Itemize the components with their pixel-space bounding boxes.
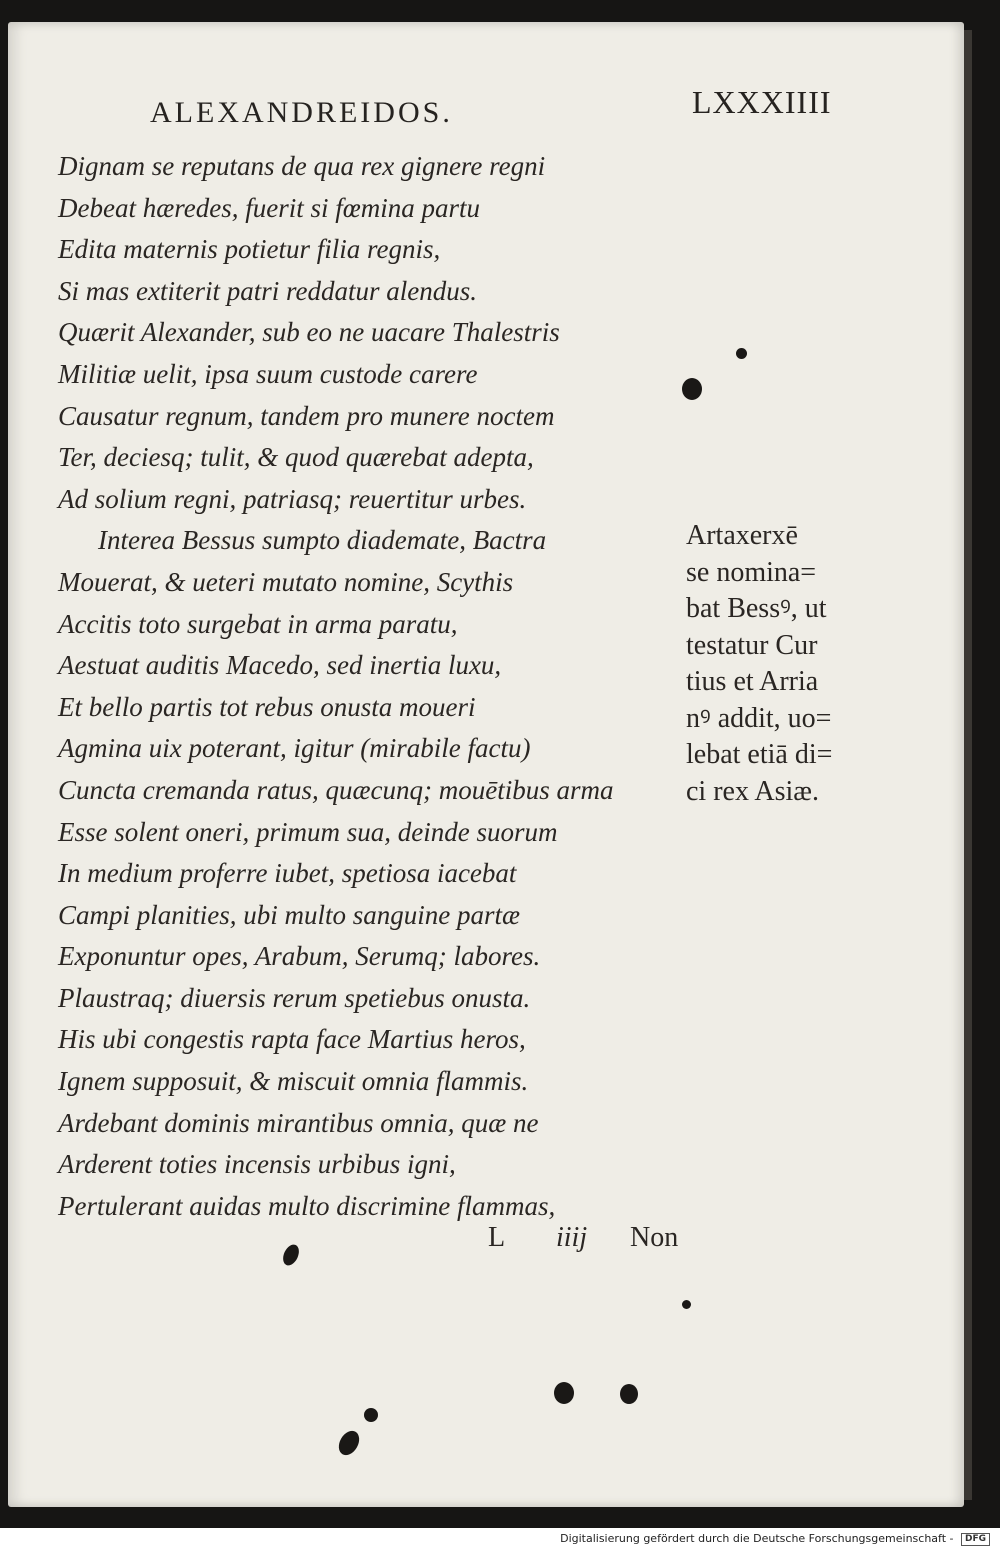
- ink-blot: [364, 1408, 378, 1422]
- verse-line: Aestuat auditis Macedo, sed inertia luxu,: [58, 650, 502, 681]
- digitization-credit: [560, 1532, 990, 1546]
- marginal-note-line: testatur Cur: [686, 629, 818, 661]
- verse-line: Esse solent oneri, primum sua, deinde suorum: [58, 816, 558, 847]
- ink-blot: [736, 348, 747, 359]
- verse-line: Edita maternis potietur filia regnis,: [58, 234, 441, 265]
- signature-letter: L: [488, 1222, 506, 1253]
- marginal-note-line: nꝰ addit, uo=: [686, 702, 832, 734]
- ink-blot: [682, 1300, 691, 1309]
- verse-line: Cuncta cremanda ratus, quæcunq; mouētibus arma: [58, 774, 614, 805]
- marginal-note-line: lebat etiā di=: [686, 739, 833, 770]
- verse-text: [58, 146, 698, 1227]
- verse-line: Causatur regnum, tandem pro munere noctem: [58, 400, 555, 431]
- verse-line: Debeat hæredes, fuerit si fœmina partu: [58, 192, 480, 223]
- verse-line: Mouerat, & ueteri mutato nomine, Scythis: [58, 566, 514, 597]
- verse-line: Exponuntur opes, Arabum, Serumq; labores.: [58, 941, 541, 972]
- marginal-note-line: ci rex Asiæ.: [686, 775, 819, 807]
- verse-line: Ardebant dominis mirantibus omnia, quæ ne: [58, 1107, 539, 1138]
- marginal-note-line: Artaxerxē: [686, 520, 798, 551]
- marginal-note-line: bat Bessꝰ, ut: [686, 593, 827, 624]
- verse-line: Ad solium regni, patriasq; reuertitur urbes.: [58, 483, 527, 514]
- verse-line: Ignem supposuit, & miscuit omnia flammis.: [58, 1066, 529, 1097]
- verse-line: Militiæ uelit, ipsa suum custode carere: [58, 358, 478, 389]
- verse-line: Arderent toties incensis urbibus igni,: [58, 1149, 456, 1180]
- verse-line: His ubi congestis rapta face Martius heros,: [58, 1024, 526, 1055]
- verse-line: Si mas extiterit patri reddatur alendus.: [58, 275, 477, 306]
- verse-line: Interea Bessus sumpto diademate, Bactra: [98, 525, 547, 556]
- verse-line: Dignam se reputans de qua rex gignere regni: [58, 151, 546, 181]
- ink-blot: [682, 378, 702, 400]
- verse-line: Ter, deciesq; tulit, & quod quærebat adepta,: [58, 442, 534, 473]
- verse-line: Et bello partis tot rebus onusta moueri: [58, 691, 476, 722]
- verse-line: Agmina uix poterant, igitur (mirabile factu): [58, 733, 531, 764]
- verse-line: Accitis toto surgebat in arma paratu,: [58, 608, 458, 639]
- ink-blot: [554, 1382, 574, 1404]
- marginal-note-line: tius et Arria: [686, 666, 819, 697]
- marginal-note: [686, 518, 886, 810]
- verse-line: Campi planities, ubi multo sanguine partæ: [58, 899, 521, 930]
- page-edge-shadow: [964, 30, 972, 1500]
- marginal-note-line: se nomina=: [686, 556, 817, 588]
- running-title: ALEXANDREIDOS.: [150, 96, 453, 129]
- catchword: Non: [630, 1222, 679, 1253]
- signature-number: iiij: [556, 1222, 588, 1253]
- verse-line: Plaustraq; diuersis rerum spetiebus onusta.: [58, 982, 531, 1013]
- verse-line: Quærit Alexander, sub eo ne uacare Thalestris: [58, 317, 560, 348]
- verse-line: Pertulerant auidas multo discrimine flammas,: [58, 1190, 556, 1221]
- digitization-credit-text: Digitalisierung gefördert durch die Deutsche Forschungsgemeinschaft -: [560, 1532, 954, 1545]
- folio-number: LXXXIIII: [692, 84, 832, 120]
- verse-line: In medium proferre iubet, spetiosa iacebat: [58, 858, 517, 889]
- ink-blot: [620, 1384, 638, 1404]
- dfg-logo-icon: DFG: [961, 1533, 990, 1546]
